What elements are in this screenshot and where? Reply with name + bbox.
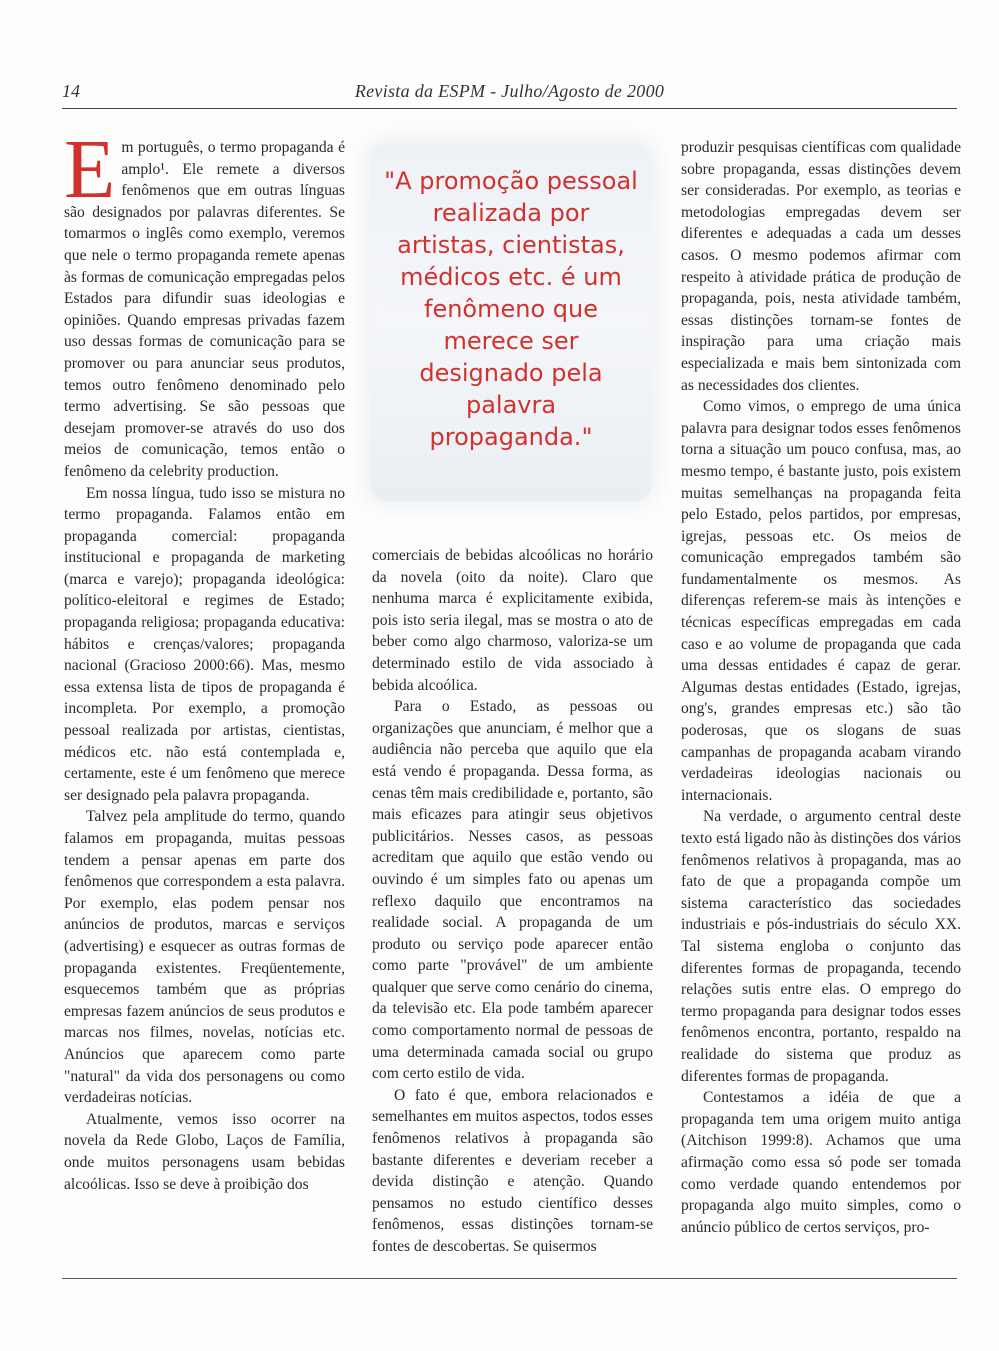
pull-quote-box (370, 143, 652, 501)
page-number: 14 (62, 81, 80, 101)
paragraph: Na verdade, o argumento central deste texto está ligado não às distinções dos vários fenômenos relativos à propaganda, mas ao fato de que a propaganda compõe um sistema característico das sociedades industriais e pós-industriais do século XX. Tal sistema engloba o conjunto das diferentes formas de propaganda, tecendo relações sutis entre elas. O emprego do termo propaganda para designar todos esses fenômenos encontra, portanto, respaldo na realidade do sistema que produz as diferentes formas de propaganda. (681, 808, 961, 1085)
column-3 (681, 137, 961, 1238)
pull-quote-text: "A promoção pessoal realizada por artistas, cientistas, médicos etc. é um fenômeno que merece ser designado pela palavra propaganda." (384, 167, 638, 451)
drop-cap: E (64, 123, 116, 216)
paragraph: Para o Estado, as pessoas ou organizações que anunciam, é melhor que a audiência não perceba que aquilo que ela está vendo é propaganda. Dessa forma, as cenas têm mais credibilidade e, portanto, são mais eficazes para atingir seus objetivos publicitários. Nesses casos, as pessoas acreditam que aquilo que estão vendo ou ouvindo é um simples fato ou apenas um reflexo daquilo que encontramos na realidade social. A propaganda de um produto ou serviço pode aparecer então como parte "provável" de um ambiente qualquer que serve como cenário do cinema, da televisão etc. Ela pode também aparecer como comportamento normal de pessoas de uma determinada camada social ou grupo com certo estilo de vida. (372, 698, 653, 1083)
footer-rule (62, 1278, 957, 1279)
paragraph: Como vimos, o emprego de uma única palavra para designar todos esses fenômenos torna a situação um pouco confusa, mas, ao mesmo tempo, é bastante justo, pois existem muitas semelhanças na propaganda feita pelo Estado, pelos partidos, por empresas, igrejas, pessoas etc. Os meios de comunicação empregados também são fundamentalmente os mesmos. As diferenças referem-se mais às intenções e técnicas específicas empregadas em cada caso e ao volume de propaganda que cada uma dessas entidades é capaz de gerar. Algumas destas entidades (Estado, igrejas, ong's, grandes empresas etc.) são tão poderosas, que os slogans de suas campanhas de propaganda acabam virando verdadeiras ideologias nacionais ou internacionais. (681, 398, 961, 804)
paragraph: Talvez pela amplitude do termo, quando falamos em propaganda, muitas pessoas tendem a pensar apenas em parte dos fenômenos que correspondem a esta palavra. Por exemplo, elas podem pensar nos anúncios de produtos, marcas e serviços (advertising) e esquecer as outras formas de propaganda existentes. Freqüentemente, esquecemos também que as próprias empresas fazem anúncios de seus produtos e marcas nos filmes, novelas, notícias etc. Anúncios que aparecem como parte "natural" da vida dos personagens ou como verdadeiras notícias. (64, 808, 345, 1107)
paragraph: O fato é que, embora relacionados e semelhantes em muitos aspectos, todos esses fenômenos relativos à propaganda são bastante diferentes e deveriam receber a devida distinção e atenção. Quando pensamos no estudo científico desses fenômenos, essas distinções tornam-se fontes de descobertas. Se quisermos (372, 1086, 653, 1255)
paragraph-text: m português, o termo propaganda é amplo¹. Ele remete a diversos fenômenos que em outras línguas são designados por palavras diferentes. Se tomarmos o inglês como exemplo, veremos que nele o termo propaganda remete apenas às formas de comunicação empregadas pelos Estados para difundir suas ideologias e opiniões. Quando empresas privadas fazem uso dessas formas de comunicação para se promover ou para anunciar seus produtos, temos outro fenômeno denominado pelo termo advertising. Se são pessoas que desejam promover-se através do uso dos meios de comunicação, temos então o fenômeno da celebrity production. (64, 139, 345, 480)
column-2 (372, 545, 653, 1258)
column-1 (64, 123, 345, 1195)
journal-title: Revista da ESPM - Julho/Agosto de 2000 (354, 81, 665, 101)
paragraph: Contestamos a idéia de que a propaganda tem uma origem muito antiga (Aitchison 1999:8). Achamos que uma afirmação como essa só pode ser tomada como verdade quando entendemos por propaganda algo muito simples, como o anúncio público de certos serviços, pro- (681, 1089, 961, 1236)
running-header (62, 78, 957, 109)
paragraph (64, 123, 345, 483)
paragraph: comerciais de bebidas alcoólicas no horário da novela (oito da noite). Claro que nenhuma marca é explicitamente exibida, pois isto seria ilegal, mas se mostra o ato de beber como algo charmoso, valoriza-se um determinado estilo de vida associado à bebida alcoólica. (372, 547, 653, 694)
paragraph: Em nossa língua, tudo isso se mistura no termo propaganda. Falamos então em propaganda comercial: propaganda institucional e propaganda de marketing (marca e varejo); propaganda ideológica: político-eleitoral e regimes de Estado; propaganda religiosa; propaganda educativa: hábitos e crenças/valores; propaganda nacional (Gracioso 2000:66). Mas, mesmo essa extensa lista de tipos de propaganda é incompleta. Por exemplo, a promoção pessoal realizada por artistas, cientistas, médicos etc. não está contemplada e, certamente, este é um fenômeno que merece ser designado pela palavra propaganda. (64, 484, 345, 804)
paragraph: Atualmente, vemos isso ocorrer na novela da Rede Globo, Laços de Família, onde muitos personagens usam bebidas alcoólicas. Isso se deve à proibição dos (64, 1110, 345, 1193)
paragraph: produzir pesquisas científicas com qualidade sobre propaganda, essas distinções devem ser consideradas. Por exemplo, as teorias e metodologias empregadas devem ser diferentes e adequadas a cada um desses casos. O mesmo podemos afirmar com respeito à atividade prática de produção de propaganda, pois, nesta atividade também, essas distinções tornam-se fontes de inspiração para uma criação mais especializada e mais bem sintonizada com as necessidades dos clientes. (681, 139, 961, 394)
